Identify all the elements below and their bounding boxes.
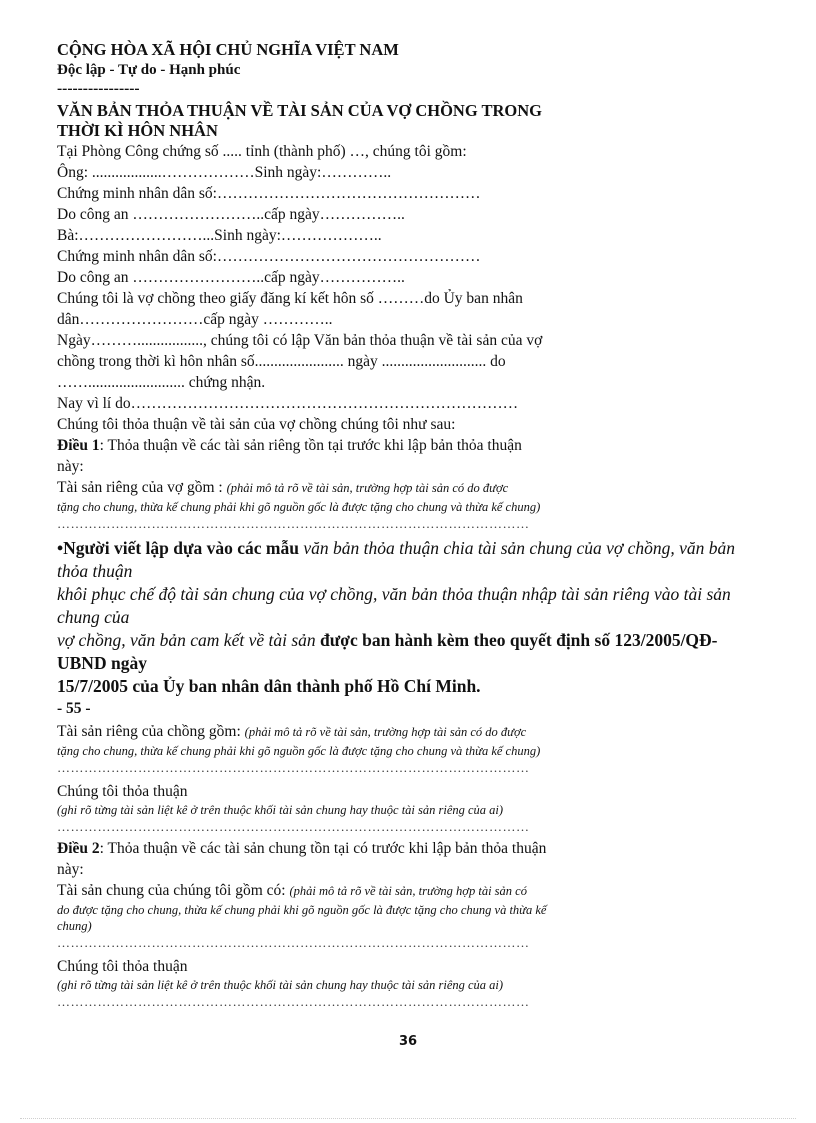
- marriage-cert-line: Chúng tôi là vợ chồng theo giấy đăng kí kết hôn số ………do Ủy ban nhân: [57, 290, 523, 307]
- agreement-1-note: (ghi rõ từng tài sản liệt kê ở trên thuộc khối tài sản chung hay thuộc tài sản riêng của ai): [57, 803, 504, 817]
- notice-line-5: [57, 629, 787, 652]
- page-number: 36: [398, 1034, 418, 1049]
- notice-line-2: thỏa thuận: [57, 561, 133, 581]
- article-2-text: : Thỏa thuận về các tài sản chung tồn tại có trước khi lập bản thỏa thuận: [99, 840, 547, 857]
- husband-police-line: Do công an ……………………..cấp ngày……………..: [57, 206, 405, 223]
- article-1-text: : Thỏa thuận về các tài sản riêng tồn tại trước khi lập bản thỏa thuận: [99, 437, 522, 454]
- prior-agreement-line-2: chồng trong thời kì hôn nhân số....................... ngày ........................... do: [57, 353, 506, 370]
- doc-title-line2: THỜI KÌ HÔN NHÂN: [57, 121, 218, 140]
- common-assets-note-2: do được tặng cho chung, thừa kế chung phải khi gõ nguồn gốc là được tặng cho chung và thừa kế: [57, 903, 547, 917]
- article-1-label: Điều 1: [57, 437, 100, 454]
- wife-police-line: Do công an ……………………..cấp ngày……………..: [57, 269, 405, 286]
- prior-agreement-line: Ngày………................., chúng tôi có lập Văn bản thỏa thuận về tài sản của vợ: [57, 332, 543, 349]
- country-name: CỘNG HÒA XÃ HỘI CHỦ NGHĨA VIỆT NAM: [57, 40, 399, 59]
- husband-line: Ông: ..................………………Sinh ngày:…………..: [57, 164, 392, 181]
- husband-assets: [57, 721, 787, 743]
- page-reference: - 55 -: [57, 700, 91, 717]
- husband-id-line: Chứng minh nhân dân số:……………………………………………: [57, 185, 481, 202]
- notice-line-3: khôi phục chế độ tài sản chung của vợ chồng, văn bản thỏa thuận nhập tài sản riêng vào tài sản: [57, 584, 731, 604]
- wife-assets: [57, 477, 787, 499]
- bullet: •: [57, 538, 64, 558]
- agreement-1: Chúng tôi thỏa thuận: [57, 783, 188, 800]
- intro-line: Tại Phòng Công chứng số ..... tỉnh (thành phố) …, chúng tôi gồm:: [57, 143, 467, 160]
- notice-italic: văn bản thỏa thuận chia tài sản chung của vợ chồng, văn bản: [303, 538, 736, 558]
- common-assets: [57, 880, 787, 902]
- dotted-line: ……………………………………………………………………………………………: [57, 994, 530, 1009]
- common-assets-label: Tài sản chung của chúng tôi gồm có:: [57, 882, 290, 899]
- agreement-intro: Chúng tôi thỏa thuận về tài sản của vợ chồng chúng tôi như sau:: [57, 416, 456, 433]
- reason-line: Nay vì lí do…………………………………………………………………: [57, 395, 519, 412]
- husband-assets-note-2: tặng cho chung, thừa kế chung phải khi gõ nguồn gốc là được tặng cho chung và thừa kế chung): [57, 744, 541, 758]
- husband-assets-label: Tài sản riêng của chồng gồm:: [57, 723, 245, 740]
- notice-line-7: 15/7/2005 của Ủy ban nhân dân thành phố Hồ Chí Minh.: [57, 676, 481, 696]
- wife-assets-label: Tài sản riêng của vợ gồm :: [57, 479, 227, 496]
- notice-bold-2: được ban hành kèm theo quyết định số 123/2005/QĐ-: [320, 630, 718, 650]
- marriage-cert-line-2: dân……………………cấp ngày …………..: [57, 311, 333, 328]
- wife-assets-note-2: tặng cho chung, thừa kế chung phải khi gõ nguồn gốc là được tặng cho chung và thừa kế chung): [57, 500, 541, 514]
- agreement-2-note: (ghi rõ từng tài sản liệt kê ở trên thuộc khối tài sản chung hay thuộc tài sản riêng của ai): [57, 978, 504, 992]
- notice-line-4: chung của: [57, 607, 130, 627]
- common-assets-note: (phải mô tả rõ về tài sản, trường hợp tài sản có: [289, 884, 527, 898]
- dotted-line: ……………………………………………………………………………………………: [57, 760, 530, 775]
- wife-assets-note: (phải mô tả rõ về tài sản, trường hợp tài sản có do được: [226, 481, 509, 495]
- bottom-divider: [20, 1118, 796, 1119]
- notice-bold: Người viết lập dựa vào các mẫu: [63, 538, 304, 558]
- husband-assets-note: (phải mô tả rõ về tài sản, trường hợp tài sản có do được: [244, 725, 527, 739]
- dotted-line: ……………………………………………………………………………………………: [57, 935, 530, 950]
- dotted-line: ……………………………………………………………………………………………: [57, 819, 530, 834]
- notice-italic-2: vợ chồng, văn bản cam kết về tài sản: [57, 630, 321, 650]
- prior-agreement-line-3: ……......................... chứng nhận.: [57, 374, 266, 391]
- article-2-label: Điều 2: [57, 840, 100, 857]
- agreement-2: Chúng tôi thỏa thuận: [57, 958, 188, 975]
- article-2-cont: này:: [57, 861, 84, 878]
- doc-title-line1: VĂN BẢN THỎA THUẬN VỀ TÀI SẢN CỦA VỢ CHỒNG TRONG: [57, 101, 543, 120]
- article-1: [57, 435, 787, 456]
- common-assets-note-3: chung): [57, 919, 92, 933]
- article-1-cont: này:: [57, 458, 84, 475]
- document-page: [57, 40, 787, 1011]
- dotted-line: ……………………………………………………………………………………………: [57, 516, 530, 531]
- motto: Độc lập - Tự do - Hạnh phúc: [57, 62, 241, 78]
- wife-line: Bà:……………………...Sinh ngày:………………..: [57, 227, 382, 244]
- wife-id-line: Chứng minh nhân dân số:……………………………………………: [57, 248, 481, 265]
- notice-line-6: UBND ngày: [57, 653, 147, 673]
- separator: ----------------: [57, 80, 140, 97]
- notice-line-1: [57, 537, 787, 560]
- article-2: [57, 838, 787, 859]
